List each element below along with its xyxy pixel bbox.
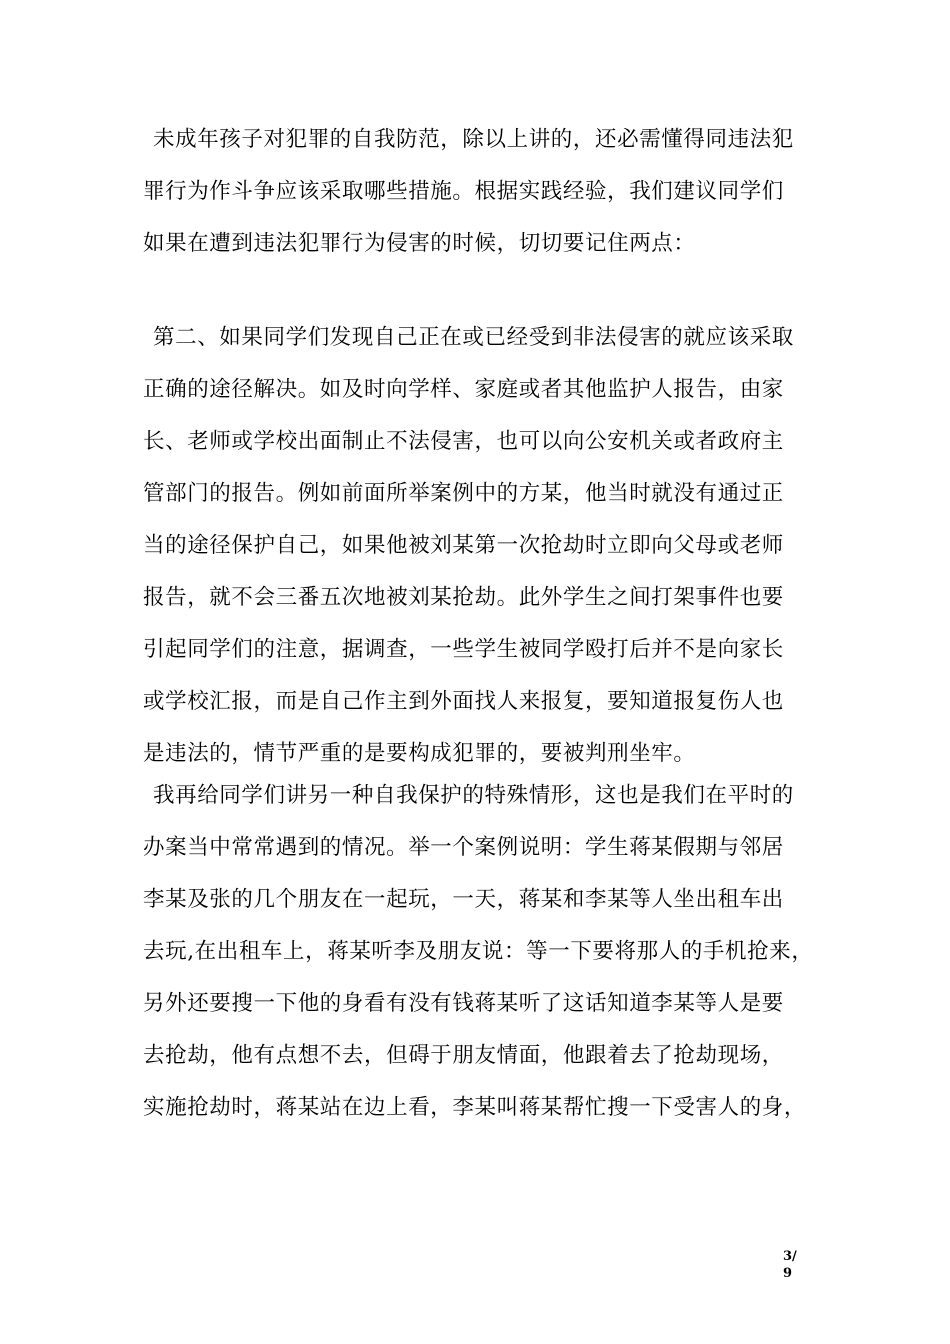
page-number-total: 9	[783, 1266, 793, 1281]
text-line: 另外还要搜一下他的身看有没有钱蒋某听了这话知道李某等人是要	[143, 991, 784, 1016]
text-line: 去抢劫，他有点想不去，但碍于朋友情面，他跟着去了抢劫现场，	[143, 1043, 784, 1068]
text-line: 实施抢劫时，蒋某站在边上看，李某叫蒋某帮忙搜一下受害人的身，	[143, 1095, 807, 1120]
text-line: 如果在遭到违法犯罪行为侵害的时候，切切要记住两点：	[143, 231, 696, 256]
text-line: 李某及张的几个朋友在一起玩，一天，蒋某和李某等人坐出租车出	[143, 887, 784, 912]
page-number-current: 3/	[783, 1249, 797, 1264]
text-line: 报告，就不会三番五次地被刘某抢劫。此外学生之间打架事件也要	[143, 585, 784, 610]
text-line: 管部门的报告。例如前面所举案例中的方某，他当时就没有通过正	[143, 481, 784, 506]
text-line: 我再给同学们讲另一种自我保护的特殊情形，这也是我们在平时的	[153, 783, 794, 808]
text-line: 或学校汇报，而是自己作主到外面找人来报复，要知道报复伤人也	[143, 689, 784, 714]
text-line: 第二、如果同学们发现自己正在或已经受到非法侵害的就应该采取	[153, 325, 794, 350]
text-line: 办案当中常常遇到的情况。举一个案例说明：学生蒋某假期与邻居	[143, 835, 784, 860]
text-line: 去玩,在出租车上，蒋某听李及朋友说：等一下要将那人的手机抢来，	[143, 939, 814, 964]
page-number	[783, 1248, 823, 1282]
text-line: 正确的途径解决。如及时向学样、家庭或者其他监护人报告，由家	[143, 377, 784, 402]
text-line: 罪行为作斗争应该采取哪些措施。根据实践经验，我们建议同学们	[143, 179, 784, 204]
text-line: 引起同学们的注意，据调查，一些学生被同学殴打后并不是向家长	[143, 637, 784, 662]
text-line: 是违法的，情节严重的是要构成犯罪的，要被判刑坐牢。	[143, 741, 696, 766]
text-line: 当的途径保护自己，如果他被刘某第一次抢劫时立即向父母或老师	[143, 533, 784, 558]
paragraph-1	[143, 114, 813, 270]
text-line: 长、老师或学校出面制止不法侵害，也可以向公安机关或者政府主	[143, 429, 784, 454]
paragraph-3	[143, 770, 813, 1134]
paragraph-2	[143, 312, 813, 780]
text-line: 未成年孩子对犯罪的自我防范，除以上讲的，还必需懂得同违法犯	[153, 127, 794, 152]
